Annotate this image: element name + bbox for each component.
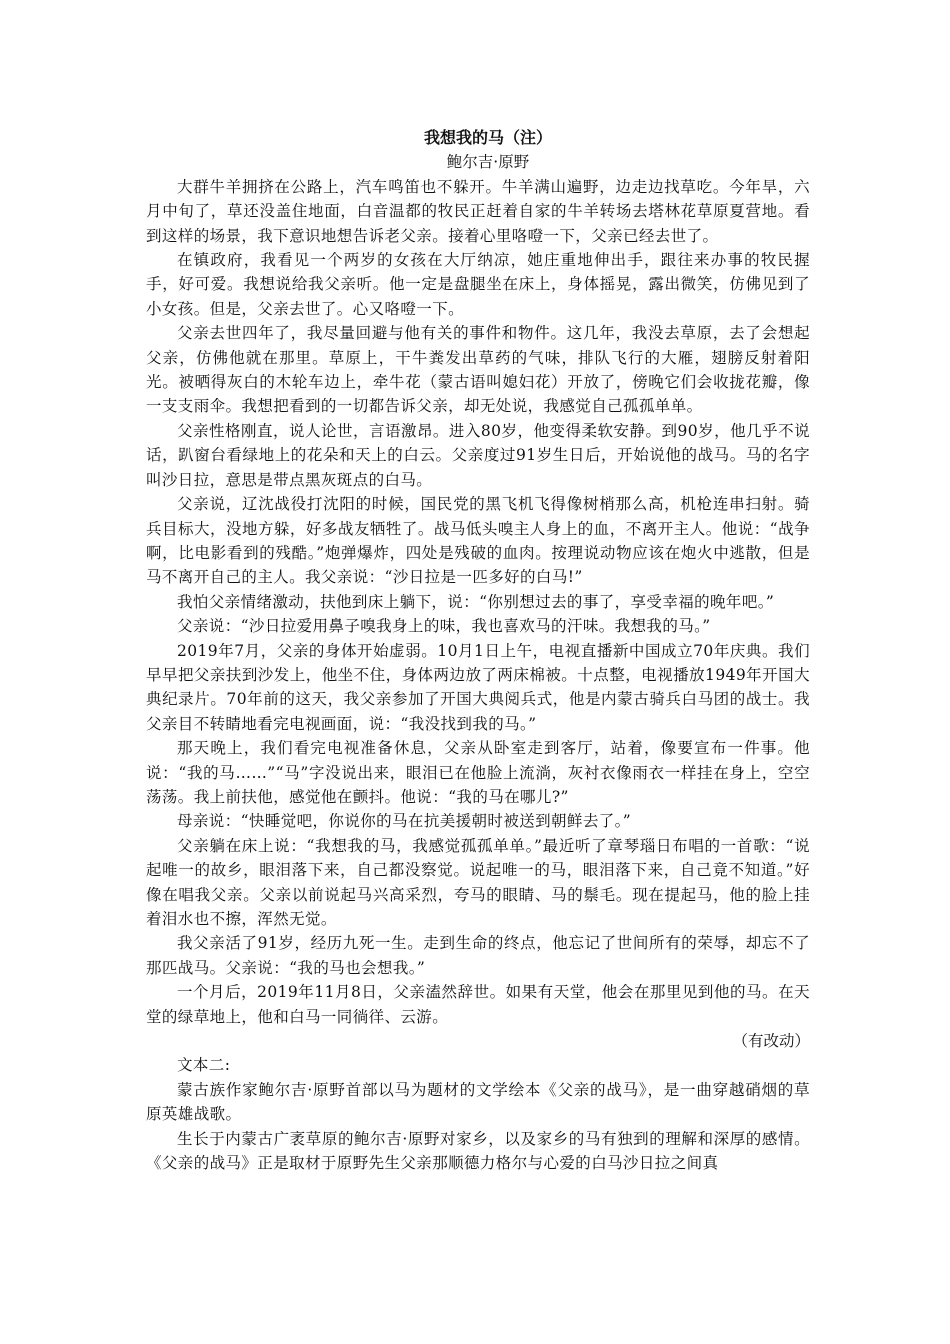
section-label: 文本二: — [177, 1056, 231, 1075]
paragraph: 父亲说：“沙日拉爱用鼻子嗅我身上的味，我也喜欢马的汗味。我想我的马。” — [177, 617, 711, 636]
paragraph: 母亲说：“快睡觉吧，你说你的马在抗美援朝时被送到朝鲜去了。” — [177, 812, 632, 831]
paragraph: 那天晚上，我们看完电视准备休息，父亲从卧室走到客厅，站着，像要宣布一件事。他说：“我的马……”“马”字没说出来，眼泪已在他脸上流淌，灰衬衣像雨衣一样挂在身上，空空荡荡。我上前扶他，感觉他在颤抖。他说：“我的马在哪儿?” — [146, 739, 810, 806]
revision-note: （有改动） — [732, 1032, 810, 1051]
paragraph: 父亲躺在床上说：“我想我的马，我感觉孤孤单单。”最近听了章琴瑙日布唱的一首歌：“说起唯一的故乡，眼泪落下来，自己都没察觉。说起唯一的马，眼泪落下来，自己竟不知道。”好像在唱我父亲。父亲以前说起马兴高采烈，夸马的眼睛、马的鬃毛。现在提起马，他的脸上挂着泪水也不擦，浑然无觉。 — [146, 836, 810, 928]
paragraph: 我父亲活了91岁，经历九死一生。走到生命的终点，他忘记了世间所有的荣辱，却忘不了那匹战马。父亲说：“我的马也会想我。” — [146, 934, 810, 977]
paragraph: 我怕父亲情绪激动，扶他到床上躺下，说：“你别想过去的事了，享受幸福的晚年吧。” — [177, 592, 775, 611]
paragraph: 父亲说，辽沈战役打沈阳的时候，国民党的黑飞机飞得像树梢那么高，机枪连串扫射。骑兵目标大，没地方躲，好多战友牺牲了。战马低头嗅主人身上的血，不离开主人。他说：“战争啊，比电影看到的残酷。”炮弹爆炸，四处是残破的血肉。按理说动物应该在炮火中逃散，但是马不离开自己的主人。我父亲说：“沙日拉是一匹多好的白马!” — [146, 495, 810, 587]
paragraph: 在镇政府，我看见一个两岁的女孩在大厅纳凉，她庄重地伸出手，跟往来办事的牧民握手，好可爱。我想说给我父亲听。他一定是盘腿坐在床上，身体摇晃，露出微笑，仿佛见到了小女孩。但是，父亲去世了。心又咯噔一下。 — [146, 251, 810, 318]
paragraph: 大群牛羊拥挤在公路上，汽车鸣笛也不躲开。牛羊满山遍野，边走边找草吃。今年旱，六月中旬了，草还没盖住地面，白音温都的牧民正赶着自家的牛羊转场去塔林花草原夏营地。看到这样的场景，我下意识地想告诉老父亲。接着心里咯噔一下，父亲已经去世了。 — [146, 177, 810, 245]
paragraph: 一个月后，2019年11月8日，父亲溘然辞世。如果有天堂，他会在那里见到他的马。在天堂的绿草地上，他和白马一同徜徉、云游。 — [146, 983, 810, 1026]
paragraph: 蒙古族作家鲍尔吉·原野首部以马为题材的文学绘本《父亲的战马》，是一曲穿越硝烟的草原英雄战歌。 — [146, 1080, 810, 1124]
paragraph: 父亲去世四年了，我尽量回避与他有关的事件和物件。这几年，我没去草原，去了会想起父亲，仿佛他就在那里。草原上，干牛粪发出草药的气味，排队飞行的大雁，翅膀反射着阳光。被晒得灰白的木轮车边上，牵牛花（蒙古语叫媳妇花）开放了，傍晚它们会收拢花瓣，像一支支雨伞。我想把看到的一切都告诉父亲，却无处说，我感觉自己孤孤单单。 — [146, 324, 810, 416]
paragraph: 生长于内蒙古广袤草原的鲍尔吉·原野对家乡，以及家乡的马有独到的理解和深厚的感情。《父亲的战马》正是取材于原野先生父亲那顺德力格尔与心爱的白马沙日拉之间真 — [146, 1129, 810, 1173]
paragraph: 2019年7月，父亲的身体开始虚弱。10月1日上午，电视直播新中国成立70年庆典。我们早早把父亲扶到沙发上，他坐不住，身体两边放了两床棉被。十点整，电视播放1949年开国大典纪录片。70年前的这天，我父亲参加了开国大典阅兵式，他是内蒙古骑兵白马团的战士。我父亲目不转睛地看完电视画面，说：“我没找到我的马。” — [146, 641, 810, 733]
paragraph: 父亲性格刚直，说人论世，言语激昂。进入80岁，他变得柔软安静。到90岁，他几乎不说话，趴窗台看绿地上的花朵和天上的白云。父亲度过91岁生日后，开始说他的战马。马的名字叫沙日拉，意思是带点黑灰斑点的白马。 — [146, 421, 810, 489]
article-author: 鲍尔吉·原野 — [446, 153, 530, 172]
document-page — [146, 126, 810, 1175]
article-title: 我想我的马（注） — [423, 128, 552, 147]
